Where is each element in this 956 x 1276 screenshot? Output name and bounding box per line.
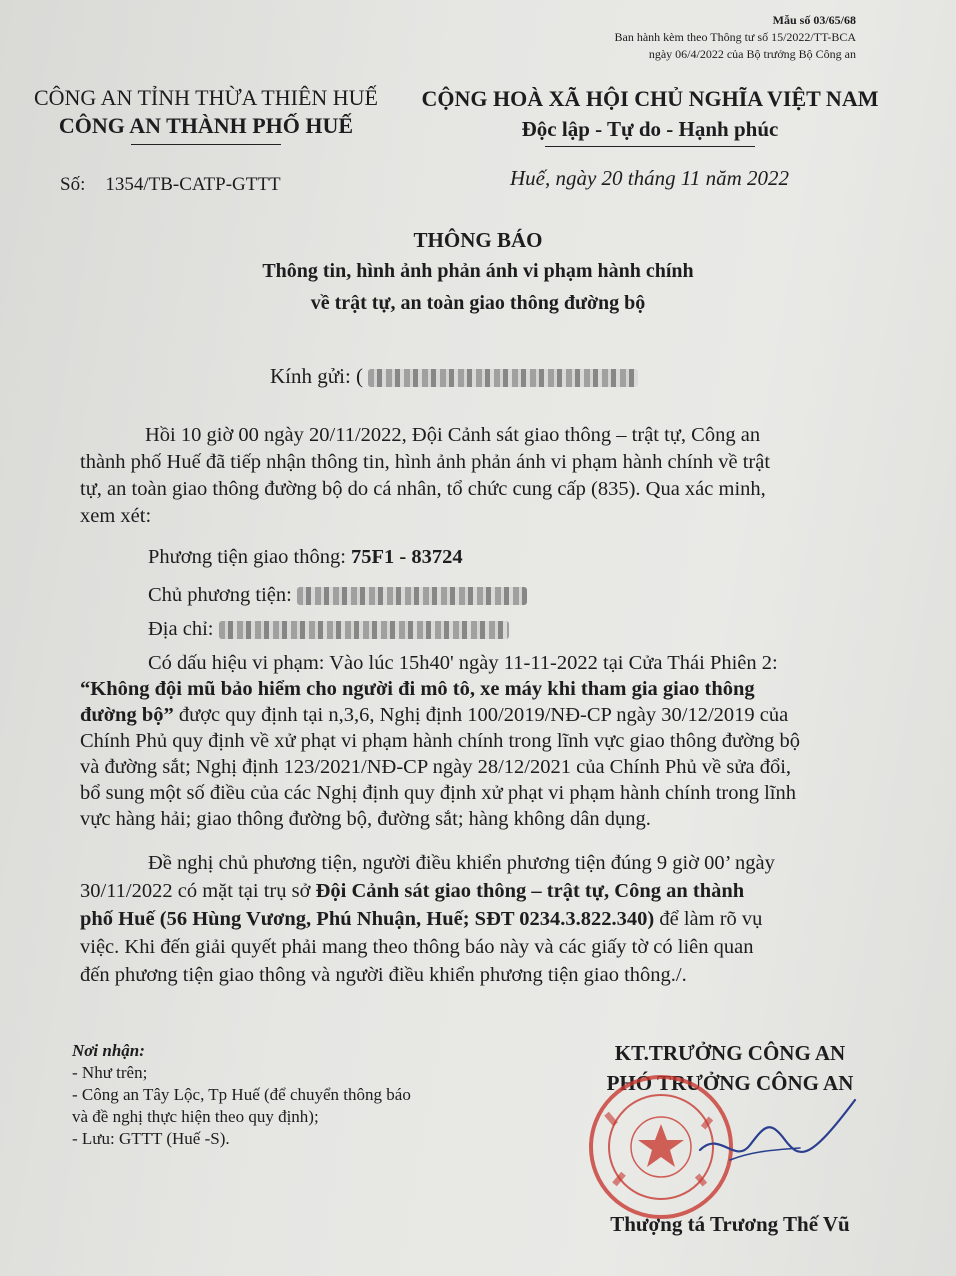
form-reference	[615, 12, 857, 63]
request-line-1: Đề nghị chủ phương tiện, người điều khiển phương tiện đúng 9 giờ 00’ ngày	[148, 852, 775, 874]
doc-number-label: Số:	[60, 174, 86, 195]
recipient-item: - Công an Tây Lộc, Tp Huế (để chuyển thông báo	[72, 1085, 411, 1104]
address-label: Địa chỉ:	[148, 618, 219, 640]
vehicle-line	[148, 546, 463, 569]
request-line-3b: phố Huế (56 Hùng Vương, Phú Nhuận, Huế; SĐT 0234.3.822.340)	[80, 908, 655, 930]
place-date: Huế, ngày 20 tháng 11 năm 2022	[510, 166, 789, 190]
p1-line-4: xem xét:	[80, 505, 152, 527]
violation-rest-2: được quy định tại n,3,6, Nghị định 100/2019/NĐ-CP ngày 30/12/2019 của	[173, 704, 789, 726]
request-line-3c: để làm rõ vụ	[654, 908, 763, 930]
request-line-3	[80, 908, 762, 931]
request-line-4: việc. Khi đến giải quyết phải mang theo thông báo này và các giấy tờ có liên quan	[80, 936, 754, 958]
request-line-2b: Đội Cảnh sát giao thông – trật tự, Công an thành	[315, 880, 745, 902]
country-name: CỘNG HOÀ XÃ HỘI CHỦ NGHĨA VIỆT NAM	[421, 86, 879, 111]
recipient-item: và đề nghị thực hiện theo quy định);	[72, 1107, 319, 1126]
violation-line-6: vực hàng hải; giao thông đường bộ, đường sắt; hàng không dân dụng.	[80, 808, 651, 830]
violation-line-3: Chính Phủ quy định về xử phạt vi phạm hành chính trong lĩnh vực giao thông đường bộ	[80, 730, 801, 752]
national-header	[400, 84, 900, 147]
document-number	[60, 174, 281, 196]
agency-name: CÔNG AN THÀNH PHỐ HUẾ	[58, 113, 354, 138]
violation-line-4: và đường sắt; Nghị định 123/2021/NĐ-CP ngày 28/12/2021 của Chính Phủ về sửa đổi,	[80, 756, 792, 778]
redacted-address	[219, 621, 509, 639]
violation-line-5: bổ sung một số điều của các Nghị định quy định xử phạt vi phạm hành chính trong lĩnh	[80, 782, 796, 804]
addressee	[270, 364, 638, 389]
issuing-agency	[16, 84, 396, 145]
doc-number-value: 1354/TB-CATP-GTTT	[105, 174, 281, 195]
handwritten-signature-icon	[690, 1090, 860, 1180]
signer-line-1: KT.TRƯỞNG CÔNG AN	[614, 1041, 846, 1065]
agency-underline	[131, 144, 281, 145]
recipient-item: - Lưu: GTTT (Huế -S).	[72, 1129, 230, 1148]
p1-line-3: tự, an toàn giao thông đường bộ do cá nhân, tổ chức cung cấp (835). Qua xác minh,	[80, 478, 766, 500]
form-issued-line2: ngày 06/4/2022 của Bộ trưởng Bộ Công an	[648, 47, 856, 61]
violation-quote-1: “Không đội mũ bảo hiểm cho người đi mô tô, xe máy khi tham gia giao thông	[80, 678, 755, 700]
recipients-title: Nơi nhận:	[72, 1041, 145, 1060]
vehicle-label: Phương tiện giao thông:	[148, 546, 352, 568]
recipients-block	[72, 1040, 411, 1150]
vehicle-plate: 75F1 - 83724	[351, 546, 463, 568]
document-subtitle-2: về trật tự, an toàn giao thông đường bộ	[310, 292, 646, 314]
motto-underline	[545, 146, 755, 147]
signer-line-2: PHÓ TRƯỞNG CÔNG AN	[606, 1071, 854, 1095]
p1-line-1: Hồi 10 giờ 00 ngày 20/11/2022, Đội Cảnh sát giao thông – trật tự, Công an	[145, 424, 761, 446]
form-code: Mẫu số 03/65/68	[772, 13, 856, 27]
request-line-5: đến phương tiện giao thông và người điều khiển phương tiện giao thông./.	[80, 964, 687, 986]
recipient-item: - Như trên;	[72, 1063, 148, 1082]
form-issued-line1: Ban hành kèm theo Thông tư số 15/2022/TT-BCA	[614, 30, 856, 44]
redacted-addressee	[368, 369, 638, 387]
national-motto: Độc lập - Tự do - Hạnh phúc	[521, 117, 779, 141]
document-title: THÔNG BÁO	[413, 228, 543, 252]
address-line	[148, 618, 509, 641]
agency-parent: CÔNG AN TỈNH THỪA THIÊN HUẾ	[33, 85, 378, 110]
document-subtitle-1: Thông tin, hình ảnh phản ánh vi phạm hành chính	[262, 260, 694, 282]
violation-quote-2: đường bộ”	[80, 704, 174, 726]
owner-label: Chủ phương tiện:	[148, 584, 297, 606]
p1-line-2: thành phố Huế đã tiếp nhận thông tin, hình ảnh phản ánh vi phạm hành chính về trật	[80, 451, 771, 473]
request-line-2	[80, 880, 744, 903]
violation-intro: Có dấu hiệu vi phạm: Vào lúc 15h40' ngày 11-11-2022 tại Cửa Thái Phiên 2:	[148, 652, 778, 674]
redacted-owner	[297, 587, 527, 605]
addressee-label: Kính gửi: (	[270, 364, 364, 388]
owner-line	[148, 584, 527, 607]
violation-line-2	[80, 704, 788, 727]
request-line-2a: 30/11/2022 có mặt tại trụ sở	[80, 880, 316, 902]
signer-name: Thượng tá Trương Thế Vũ	[610, 1212, 850, 1236]
